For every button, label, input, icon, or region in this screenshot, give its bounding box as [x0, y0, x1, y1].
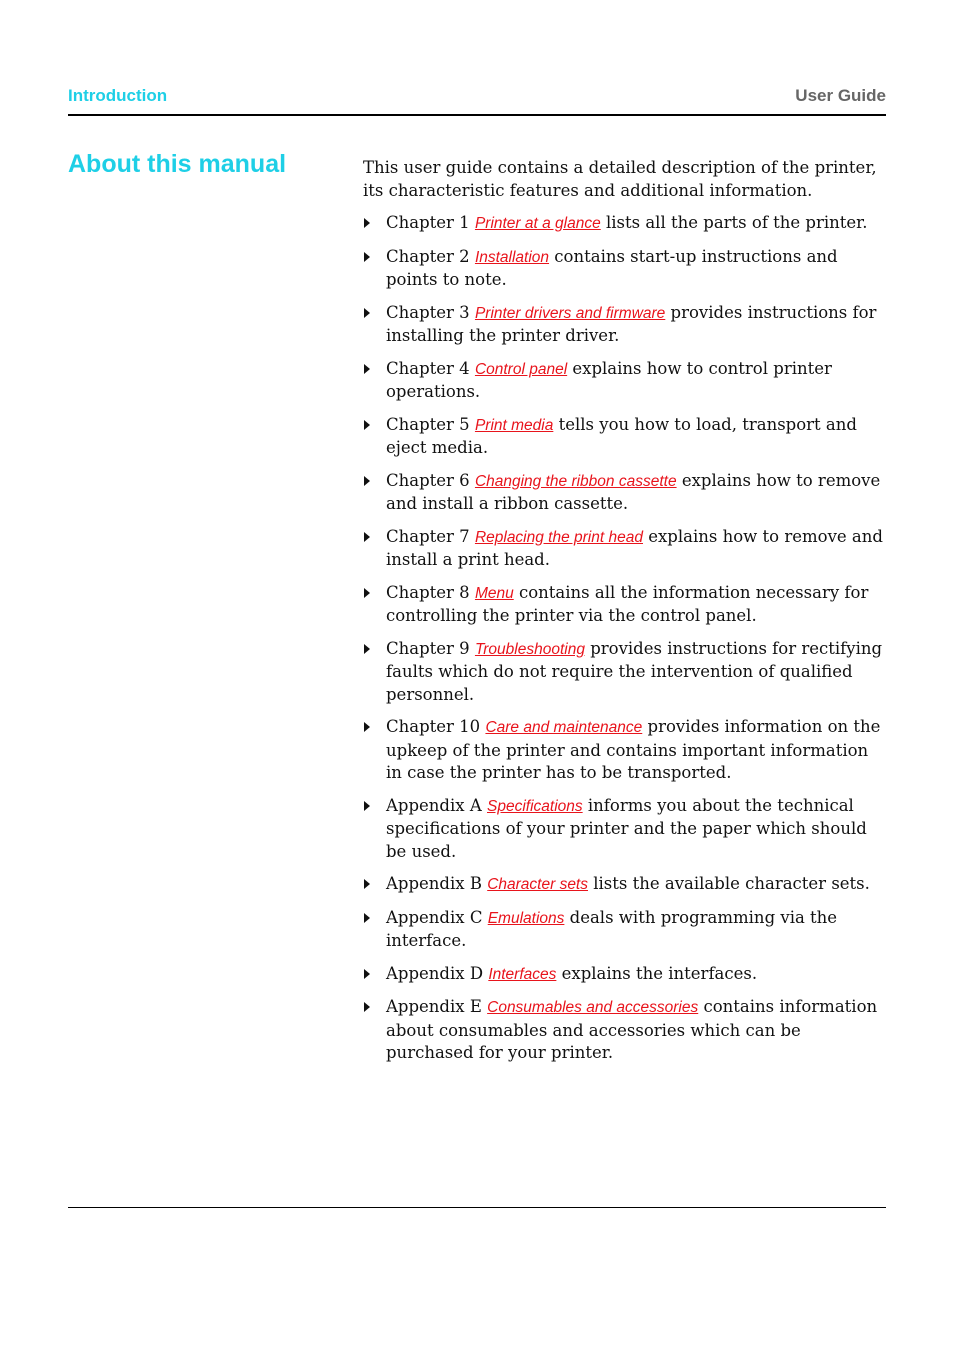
chapter-list [363, 212, 888, 1065]
triangle-bullet-icon [364, 420, 370, 430]
item-description: explains how to remove and install a print head. [386, 526, 883, 569]
chapter-link[interactable]: Control panel [474, 360, 568, 378]
guide-title: User Guide [795, 86, 886, 105]
triangle-bullet-icon [364, 644, 370, 654]
chapter-link[interactable]: Printer at a glance [474, 215, 601, 232]
item-prefix: Chapter 6 [386, 470, 470, 490]
chapter-link[interactable]: Specifications [487, 797, 583, 815]
chapter-link[interactable]: Character sets [487, 876, 588, 893]
item-prefix: Appendix B [386, 874, 482, 893]
chapter-link[interactable]: Replacing the print head [474, 528, 643, 546]
item-description: explains how to remove and install a ribbon cassette. [386, 470, 881, 513]
item-prefix: Chapter 8 [386, 582, 470, 602]
item-description: tells you how to load, transport and eject media. [386, 414, 857, 457]
list-item [363, 526, 888, 572]
chapter-link[interactable]: Installation [474, 248, 550, 266]
intro-paragraph: This user guide contains a detailed description of the printer, its characteristic features and additional information. [363, 158, 877, 200]
item-description: provides instructions for rectifying faults which do not require the intervention of qualified personnel. [386, 638, 883, 704]
chapter-link[interactable]: Printer drivers and firmware [474, 304, 666, 322]
page-header [68, 86, 886, 116]
item-description: informs you about the technical specifications of your printer and the paper which should be used. [386, 795, 867, 861]
list-item [363, 795, 888, 864]
item-prefix: Chapter 1 [386, 213, 470, 232]
item-description: contains information about consumables and accessories which can be purchased for your printer. [386, 997, 878, 1062]
item-description: explains the interfaces. [561, 963, 758, 983]
item-description: explains how to control printer operations. [386, 358, 832, 401]
item-description: lists all the parts of the printer. [605, 213, 868, 232]
item-prefix: Appendix C [386, 907, 483, 927]
list-item [363, 582, 888, 628]
list-item [363, 212, 888, 236]
triangle-bullet-icon [364, 252, 370, 262]
list-item [363, 716, 888, 785]
item-description: contains all the information necessary for controlling the printer via the control panel. [386, 582, 869, 625]
list-item [363, 907, 888, 953]
chapter-link[interactable]: Care and maintenance [485, 719, 643, 736]
main-content [363, 157, 888, 1075]
triangle-bullet-icon [364, 969, 370, 979]
triangle-bullet-icon [364, 476, 370, 486]
page-title: About this manual [68, 150, 287, 178]
list-item [363, 873, 888, 897]
item-description: provides instructions for installing the printer driver. [386, 302, 877, 345]
list-item [363, 963, 888, 987]
triangle-bullet-icon [364, 913, 370, 923]
section-title: Introduction [68, 86, 168, 105]
item-description: deals with programming via the interface. [386, 907, 838, 950]
list-item [363, 246, 888, 292]
list-item [363, 470, 888, 516]
item-prefix: Chapter 2 [386, 246, 470, 266]
item-prefix: Chapter 10 [386, 717, 481, 736]
footer-divider [68, 1207, 886, 1208]
list-item [363, 302, 888, 348]
item-prefix: Chapter 4 [386, 358, 470, 378]
chapter-link[interactable]: Menu [474, 584, 514, 602]
triangle-bullet-icon [364, 532, 370, 542]
chapter-link[interactable]: Print media [474, 416, 554, 434]
list-item [363, 638, 888, 707]
chapter-link[interactable]: Emulations [487, 909, 565, 927]
item-prefix: Chapter 9 [386, 638, 470, 658]
list-item [363, 414, 888, 460]
item-prefix: Appendix A [386, 795, 482, 815]
item-description: provides information on the upkeep of the printer and contains important information in case the printer has to be transported. [386, 717, 881, 782]
chapter-link[interactable]: Consumables and accessories [487, 999, 699, 1016]
list-item [363, 358, 888, 404]
item-description: lists the available character sets. [593, 874, 870, 893]
item-prefix: Chapter 7 [386, 526, 470, 546]
chapter-link[interactable]: Changing the ribbon cassette [474, 472, 677, 490]
triangle-bullet-icon [364, 588, 370, 598]
item-prefix: Chapter 5 [386, 414, 470, 434]
item-prefix: Appendix D [386, 963, 484, 983]
item-description: contains start-up instructions and points to note. [386, 246, 838, 289]
triangle-bullet-icon [364, 801, 370, 811]
list-item [363, 996, 888, 1065]
triangle-bullet-icon [364, 218, 370, 228]
item-prefix: Appendix E [386, 997, 482, 1016]
triangle-bullet-icon [364, 879, 370, 889]
triangle-bullet-icon [364, 364, 370, 374]
chapter-link[interactable]: Interfaces [488, 965, 557, 983]
triangle-bullet-icon [364, 308, 370, 318]
chapter-link[interactable]: Troubleshooting [474, 640, 585, 658]
triangle-bullet-icon [364, 722, 370, 732]
triangle-bullet-icon [364, 1002, 370, 1012]
item-prefix: Chapter 3 [386, 302, 470, 322]
